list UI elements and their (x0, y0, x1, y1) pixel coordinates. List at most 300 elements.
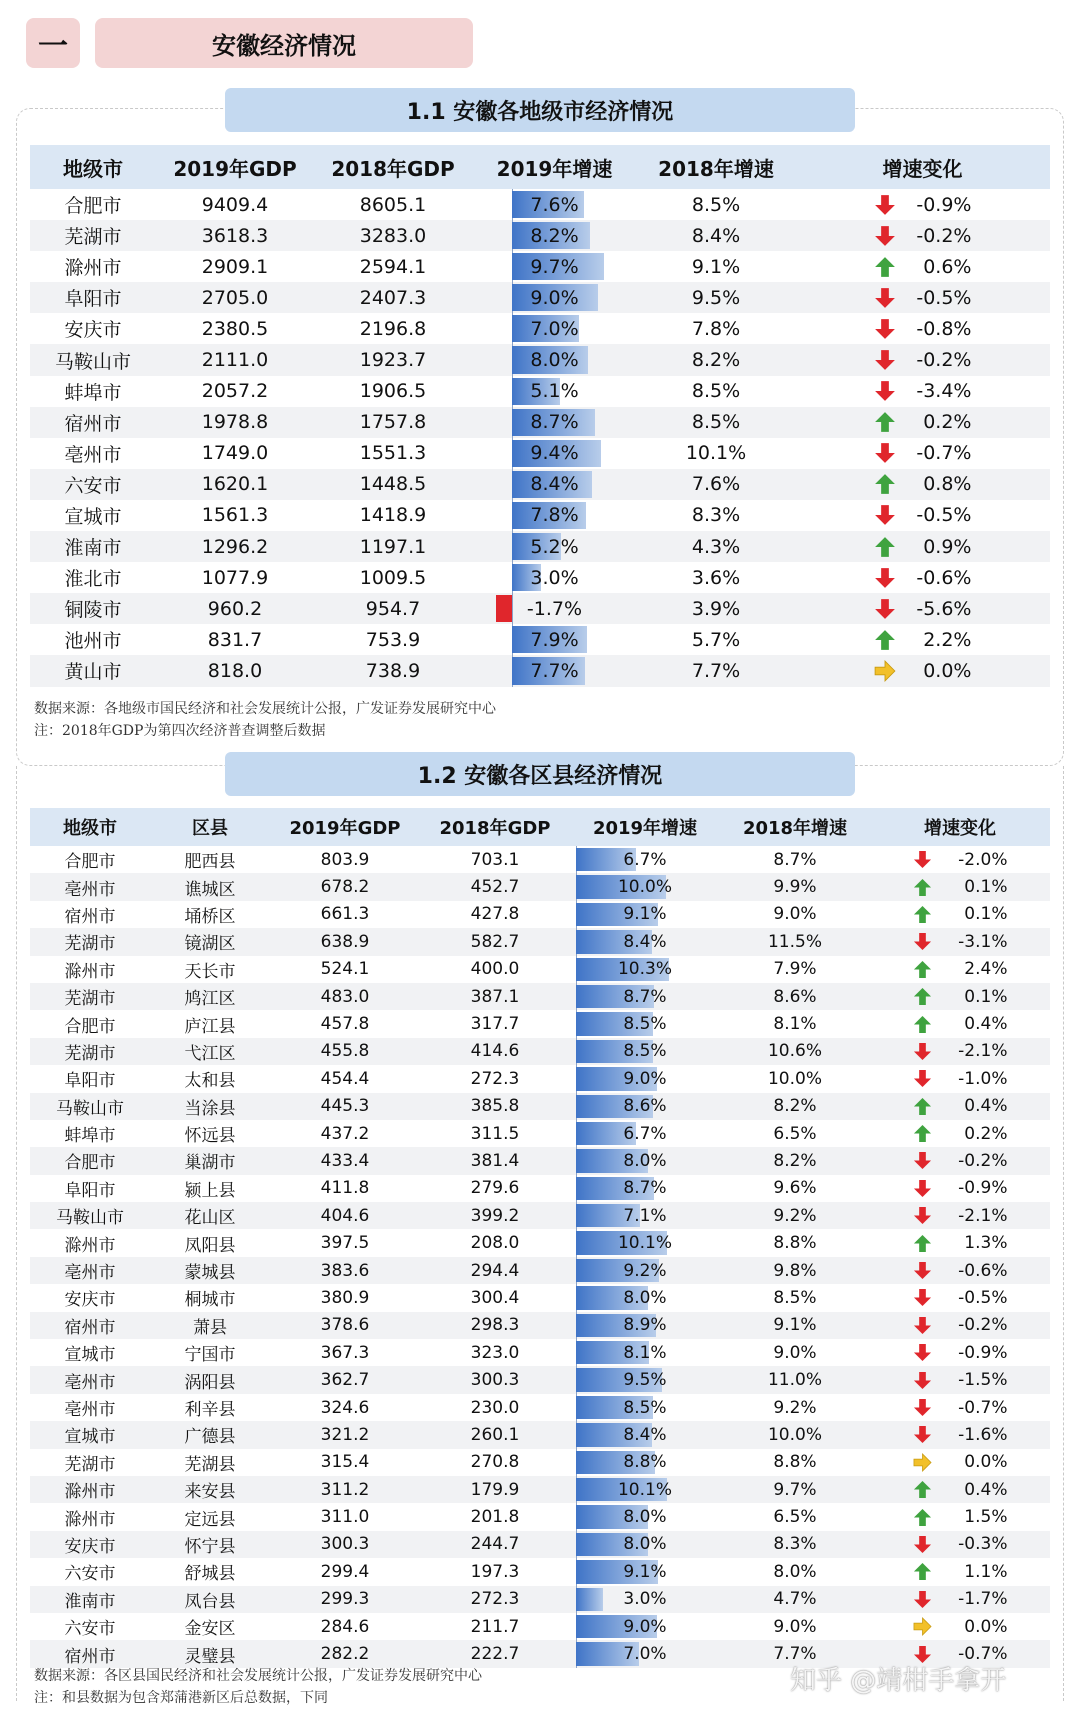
col-growth2019: 2019年增速 (496, 156, 613, 181)
arrow-down-icon (874, 504, 896, 526)
growth-change-value: -0.7% (958, 1644, 1008, 1665)
growth-2019-cell (472, 376, 637, 407)
arrow-up-icon (913, 1508, 932, 1527)
growth-2019-cell (570, 1421, 720, 1448)
gdp-2019: 831.7 (207, 628, 263, 651)
growth-2019-cell (472, 251, 637, 282)
gdp-2018: 179.9 (470, 1479, 520, 1500)
growth-2019-cell (472, 500, 637, 531)
watermark: 知乎 @靖柑手拿开 (790, 1666, 1007, 1696)
city-name: 芜湖市 (64, 1454, 116, 1475)
growth-2019-cell (570, 1394, 720, 1421)
table-row (30, 1065, 1050, 1092)
table-row (30, 655, 1050, 686)
growth-change-value: -2.1% (958, 1205, 1008, 1226)
growth-2019-cell (570, 983, 720, 1010)
table-row (30, 407, 1050, 438)
gdp-2019: 299.3 (320, 1589, 370, 1610)
gdp-2019: 9409.4 (201, 193, 269, 216)
arrow-up-icon (874, 411, 896, 433)
gdp-2018: 272.3 (470, 1068, 520, 1089)
growth-change-cell (870, 1147, 1050, 1174)
growth-2019-value: 8.7% (623, 986, 667, 1007)
growth-2019-cell (570, 1010, 720, 1037)
growth-2019-value: 9.2% (623, 1260, 667, 1281)
growth-2019-cell (472, 624, 637, 655)
growth-2019-value: 8.5% (623, 1397, 667, 1418)
arrow-down-icon (874, 380, 896, 402)
table2-footnote: 注：和县数据为包含郑蒲港新区后总数据，下同 (34, 1690, 328, 1706)
city-name: 滁州市 (64, 257, 122, 280)
growth-2019-cell (570, 1147, 720, 1174)
gdp-2018: 427.8 (470, 904, 520, 925)
table-row (30, 1339, 1050, 1366)
growth-change-cell (795, 251, 1050, 282)
gdp-2018: 1197.1 (359, 535, 427, 558)
growth-2019-cell (570, 1312, 720, 1339)
gdp-2019: 380.9 (320, 1287, 370, 1308)
gdp-2018: 323.0 (470, 1342, 520, 1363)
growth-2018: 7.6% (691, 473, 741, 496)
gdp-2019: 433.4 (320, 1150, 370, 1171)
growth-2019-cell (472, 282, 637, 313)
gdp-2018: 2196.8 (359, 317, 427, 340)
growth-2018: 8.5% (691, 411, 741, 434)
section-heading: 安徽经济情况 (95, 18, 473, 68)
growth-2019-cell (570, 1586, 720, 1613)
city-name: 芜湖市 (64, 989, 116, 1010)
growth-2019-cell (472, 220, 637, 251)
prefecture-city-table (30, 145, 1050, 687)
table-row (30, 1202, 1050, 1229)
growth-change-value: -0.7% (958, 1397, 1008, 1418)
table-row (30, 1312, 1050, 1339)
growth-change-cell (870, 1093, 1050, 1120)
growth-2019-value: 7.0% (623, 1644, 667, 1665)
city-name: 合肥市 (64, 852, 116, 873)
city-name: 亳州市 (64, 1263, 116, 1284)
gdp-2018: 298.3 (470, 1315, 520, 1336)
gdp-2019: 282.2 (320, 1644, 370, 1665)
growth-change-cell (795, 220, 1050, 251)
growth-2019-value: 8.0% (623, 1534, 667, 1555)
gdp-2019: 311.0 (320, 1507, 370, 1528)
growth-change-value: -0.9% (958, 1342, 1008, 1363)
city-name: 六安市 (64, 1619, 116, 1640)
growth-change-cell (870, 1531, 1050, 1558)
gdp-2019: 299.4 (320, 1561, 370, 1582)
growth-2018: 9.0% (773, 1616, 817, 1637)
growth-2019-value: 8.1% (623, 1342, 667, 1363)
arrow-up-icon (913, 1097, 932, 1116)
city-name: 合肥市 (64, 195, 122, 218)
growth-change-cell (870, 1421, 1050, 1448)
growth-2018: 9.9% (773, 877, 817, 898)
growth-2019-value: 7.7% (530, 659, 579, 682)
growth-change-cell (870, 1449, 1050, 1476)
growth-2019-value: 9.4% (530, 442, 579, 465)
growth-2018: 8.2% (773, 1150, 817, 1171)
growth-change-cell (870, 1366, 1050, 1393)
growth-change-cell (870, 1476, 1050, 1503)
city-name: 淮南市 (64, 537, 122, 560)
city-name: 安庆市 (64, 1536, 116, 1557)
growth-change-cell (870, 1503, 1050, 1530)
growth-2019-cell (570, 1531, 720, 1558)
gdp-2018: 1757.8 (359, 411, 427, 434)
growth-change-value: 0.2% (964, 1123, 1008, 1144)
table-row (30, 1093, 1050, 1120)
growth-2019-value: 5.2% (530, 535, 579, 558)
table-row (30, 1038, 1050, 1065)
gdp-2019: 1296.2 (201, 535, 269, 558)
growth-change-cell (795, 469, 1050, 500)
county-name: 颍上县 (184, 1180, 236, 1201)
gdp-2018: 1906.5 (359, 380, 427, 403)
city-name: 芜湖市 (64, 226, 122, 249)
table-row (30, 344, 1050, 375)
growth-2019-cell (472, 313, 637, 344)
table-row (30, 562, 1050, 593)
growth-2018: 9.0% (773, 904, 817, 925)
col-gdp2018: 2018年GDP (439, 818, 551, 839)
growth-2019-value: 9.5% (623, 1370, 667, 1391)
gdp-2018: 270.8 (470, 1452, 520, 1473)
growth-2019-value: 7.6% (530, 193, 579, 216)
growth-change-value: 2.4% (964, 959, 1008, 980)
arrow-up-icon (874, 629, 896, 651)
growth-2018: 5.7% (691, 628, 741, 651)
arrow-down-icon (874, 442, 896, 464)
growth-2019-cell (570, 1339, 720, 1366)
growth-change-cell (795, 438, 1050, 469)
growth-change-value: -0.2% (958, 1315, 1008, 1336)
growth-2018: 8.3% (773, 1534, 817, 1555)
growth-2019-cell (472, 344, 637, 375)
gdp-2018: 2407.3 (359, 286, 427, 309)
growth-2019-value: 9.1% (623, 1561, 667, 1582)
growth-2018: 7.9% (773, 959, 817, 980)
growth-2018: 9.6% (773, 1178, 817, 1199)
arrow-down-icon (913, 1535, 932, 1554)
table-row (30, 1284, 1050, 1311)
county-name: 来安县 (184, 1482, 236, 1503)
arrow-down-icon (913, 1425, 932, 1444)
growth-2019-cell (570, 1229, 720, 1256)
arrow-down-icon (874, 194, 896, 216)
growth-2019-cell (570, 956, 720, 983)
table2-header (30, 808, 1050, 846)
growth-2018: 9.7% (773, 1479, 817, 1500)
growth-2018: 10.6% (767, 1041, 822, 1062)
growth-2018: 9.0% (773, 1342, 817, 1363)
city-name: 宣城市 (64, 1427, 116, 1448)
growth-change-value: -0.9% (958, 1178, 1008, 1199)
county-table (30, 808, 1050, 1668)
city-name: 亳州市 (64, 1372, 116, 1393)
gdp-2019: 1561.3 (201, 504, 269, 527)
gdp-2019: 638.9 (320, 931, 370, 952)
growth-2019-cell (570, 1503, 720, 1530)
city-name: 宿州市 (64, 412, 122, 435)
growth-2018: 8.6% (773, 986, 817, 1007)
arrow-down-icon (913, 850, 932, 869)
city-name: 马鞍山市 (56, 1098, 124, 1119)
table1-source-note: 数据来源：各地级市国民经济和社会发展统计公报，广发证券发展研究中心 (34, 701, 496, 717)
growth-change-value: 0.1% (964, 904, 1008, 925)
city-name: 滁州市 (64, 961, 116, 982)
gdp-2019: 2057.2 (201, 380, 269, 403)
growth-change-value: -0.6% (958, 1260, 1008, 1281)
table-row (30, 1421, 1050, 1448)
growth-2019-value: 8.6% (623, 1096, 667, 1117)
growth-change-value: -0.5% (916, 504, 972, 527)
city-name: 六安市 (64, 474, 122, 497)
growth-2018: 8.5% (691, 380, 741, 403)
growth-2019-value: -1.7% (526, 597, 583, 620)
city-name: 合肥市 (64, 1153, 116, 1174)
growth-2018: 8.3% (691, 504, 741, 527)
growth-2018: 8.4% (691, 224, 741, 247)
city-name: 阜阳市 (64, 1071, 116, 1092)
growth-change-cell (795, 624, 1050, 655)
gdp-2018: 222.7 (470, 1644, 520, 1665)
gdp-2019: 678.2 (320, 877, 370, 898)
growth-change-cell (870, 1120, 1050, 1147)
table-row (30, 1586, 1050, 1613)
growth-2018: 8.1% (773, 1014, 817, 1035)
growth-change-cell (870, 873, 1050, 900)
growth-2018: 8.2% (773, 1096, 817, 1117)
gdp-2019: 454.4 (320, 1068, 370, 1089)
table-row (30, 1476, 1050, 1503)
gdp-2019: 960.2 (207, 597, 263, 620)
table-row (30, 873, 1050, 900)
growth-2018: 9.8% (773, 1260, 817, 1281)
county-name: 太和县 (184, 1071, 236, 1092)
arrow-down-icon (913, 932, 932, 951)
gdp-2018: 753.9 (365, 628, 421, 651)
arrow-right-icon (874, 660, 896, 682)
section-number: 一 (26, 18, 80, 68)
city-name: 安庆市 (64, 319, 122, 342)
growth-change-value: 0.8% (923, 473, 972, 496)
arrow-up-icon (913, 878, 932, 897)
growth-2019-value: 10.1% (617, 1479, 672, 1500)
table-row (30, 983, 1050, 1010)
growth-change-value: -0.2% (916, 224, 972, 247)
city-name: 滁州市 (64, 1482, 116, 1503)
gdp-2019: 300.3 (320, 1534, 370, 1555)
gdp-2018: 260.1 (470, 1424, 520, 1445)
growth-2019-value: 8.8% (623, 1452, 667, 1473)
growth-change-cell (870, 1284, 1050, 1311)
table-row (30, 469, 1050, 500)
growth-2019-cell (570, 1613, 720, 1640)
gdp-2018: 279.6 (470, 1178, 520, 1199)
gdp-2019: 661.3 (320, 904, 370, 925)
county-name: 灵璧县 (184, 1646, 236, 1667)
arrow-up-icon (913, 1562, 932, 1581)
gdp-2018: 1009.5 (359, 566, 427, 589)
growth-change-value: 0.0% (964, 1452, 1008, 1473)
gdp-2019: 2705.0 (201, 286, 269, 309)
city-name: 安庆市 (64, 1290, 116, 1311)
growth-2019-value: 8.4% (623, 931, 667, 952)
gdp-2019: 3618.3 (201, 224, 269, 247)
gdp-2018: 1448.5 (359, 473, 427, 496)
growth-2018: 4.3% (691, 535, 741, 558)
growth-2018: 7.8% (691, 317, 741, 340)
growth-change-value: 1.3% (964, 1233, 1008, 1254)
gdp-2019: 2380.5 (201, 317, 269, 340)
gdp-2018: 1923.7 (359, 349, 427, 372)
table-row (30, 846, 1050, 873)
arrow-right-icon (913, 1453, 932, 1472)
growth-2018: 10.1% (685, 442, 747, 465)
table1-footnote: 注：2018年GDP为第四次经济普查调整后数据 (34, 723, 326, 739)
growth-change-cell (870, 1175, 1050, 1202)
growth-change-value: -3.4% (916, 380, 972, 403)
gdp-2019: 483.0 (320, 986, 370, 1007)
growth-2019-cell (570, 1257, 720, 1284)
gdp-2018: 300.3 (470, 1370, 520, 1391)
gdp-2018: 3283.0 (359, 224, 427, 247)
growth-change-cell (870, 956, 1050, 983)
arrow-down-icon (913, 1069, 932, 1088)
growth-2019-cell (570, 846, 720, 873)
table2-source-note: 数据来源：各区县国民经济和社会发展统计公报，广发证券发展研究中心 (34, 1668, 482, 1684)
table-row (30, 1366, 1050, 1393)
arrow-up-icon (913, 1480, 932, 1499)
growth-change-cell (870, 983, 1050, 1010)
growth-2018: 8.7% (773, 849, 817, 870)
col-growth-change: 增速变化 (924, 818, 996, 839)
growth-2019-value: 8.7% (623, 1178, 667, 1199)
arrow-down-icon (874, 598, 896, 620)
arrow-up-icon (874, 473, 896, 495)
table2-title: 1.2 安徽各区县经济情况 (225, 752, 855, 796)
growth-2019-value: 9.0% (623, 1068, 667, 1089)
gdp-2018: 954.7 (365, 597, 421, 620)
growth-2019-value: 8.2% (530, 224, 579, 247)
table-row (30, 1449, 1050, 1476)
county-name: 舒城县 (184, 1564, 236, 1585)
growth-2019-value: 8.0% (623, 1507, 667, 1528)
growth-2019-cell (570, 1558, 720, 1585)
gdp-2019: 411.8 (320, 1178, 370, 1199)
city-name: 亳州市 (64, 443, 122, 466)
table1-body (30, 189, 1050, 687)
growth-2019-value: 9.7% (530, 255, 579, 278)
col-gdp2019: 2019年GDP (173, 156, 297, 181)
gdp-2018: 317.7 (470, 1014, 520, 1035)
growth-change-cell (870, 928, 1050, 955)
growth-2019-cell (570, 1449, 720, 1476)
city-name: 宿州市 (64, 1317, 116, 1338)
growth-change-cell (870, 1558, 1050, 1585)
gdp-2019: 324.6 (320, 1397, 370, 1418)
county-name: 广德县 (184, 1427, 236, 1448)
growth-change-cell (870, 1586, 1050, 1613)
growth-change-value: 0.4% (964, 1014, 1008, 1035)
gdp-2019: 803.9 (320, 849, 370, 870)
growth-change-value: -0.3% (958, 1534, 1008, 1555)
city-name: 六安市 (64, 1564, 116, 1585)
gdp-2018: 244.7 (470, 1534, 520, 1555)
arrow-right-icon (913, 1617, 932, 1636)
growth-2018: 8.5% (773, 1287, 817, 1308)
growth-2018: 7.7% (691, 659, 741, 682)
county-name: 定远县 (184, 1509, 236, 1530)
growth-change-cell (795, 189, 1050, 220)
growth-2019-value: 8.0% (623, 1150, 667, 1171)
arrow-down-icon (913, 1316, 932, 1335)
city-name: 阜阳市 (64, 288, 122, 311)
table-row (30, 1147, 1050, 1174)
table-row (30, 593, 1050, 624)
growth-change-cell (870, 1038, 1050, 1065)
city-name: 黄山市 (64, 661, 122, 684)
arrow-down-icon (913, 1590, 932, 1609)
gdp-2019: 455.8 (320, 1041, 370, 1062)
arrow-down-icon (913, 1206, 932, 1225)
arrow-up-icon (913, 1015, 932, 1034)
growth-change-cell (870, 1010, 1050, 1037)
gdp-2019: 524.1 (320, 959, 370, 980)
gdp-2018: 311.5 (470, 1123, 520, 1144)
city-name: 宿州市 (64, 1646, 116, 1667)
table-row (30, 901, 1050, 928)
gdp-2018: 211.7 (470, 1616, 520, 1637)
growth-2018: 11.5% (767, 931, 822, 952)
growth-change-value: -1.0% (958, 1068, 1008, 1089)
growth-2019-value: 8.9% (623, 1315, 667, 1336)
growth-2019-value: 8.7% (530, 411, 579, 434)
growth-2018: 8.0% (773, 1561, 817, 1582)
arrow-down-icon (913, 1042, 932, 1061)
county-name: 怀远县 (184, 1126, 236, 1147)
arrow-down-icon (913, 1151, 932, 1170)
table-row (30, 1175, 1050, 1202)
gdp-2019: 445.3 (320, 1096, 370, 1117)
growth-change-cell (795, 282, 1050, 313)
table1-notes (34, 698, 496, 742)
city-name: 阜阳市 (64, 1180, 116, 1201)
growth-2018: 8.8% (773, 1452, 817, 1473)
county-name: 芜湖县 (184, 1454, 236, 1475)
county-name: 凤阳县 (184, 1235, 236, 1256)
city-name: 蚌埠市 (64, 1126, 116, 1147)
gdp-2019: 404.6 (320, 1205, 370, 1226)
growth-2019-value: 10.0% (617, 877, 672, 898)
growth-change-value: 2.2% (923, 628, 972, 651)
arrow-down-icon (874, 225, 896, 247)
col-city: 地级市 (63, 156, 123, 181)
table-row (30, 220, 1050, 251)
city-name: 马鞍山市 (54, 350, 131, 373)
county-name: 谯城区 (184, 879, 236, 900)
arrow-down-icon (874, 349, 896, 371)
growth-change-value: -0.9% (916, 193, 972, 216)
city-name: 芜湖市 (64, 934, 116, 955)
growth-2019-value: 10.3% (617, 959, 672, 980)
county-name: 巢湖市 (184, 1153, 236, 1174)
city-name: 淮南市 (64, 1591, 116, 1612)
growth-2018: 3.6% (691, 566, 741, 589)
gdp-2018: 2594.1 (359, 255, 427, 278)
gdp-2018: 294.4 (470, 1260, 520, 1281)
